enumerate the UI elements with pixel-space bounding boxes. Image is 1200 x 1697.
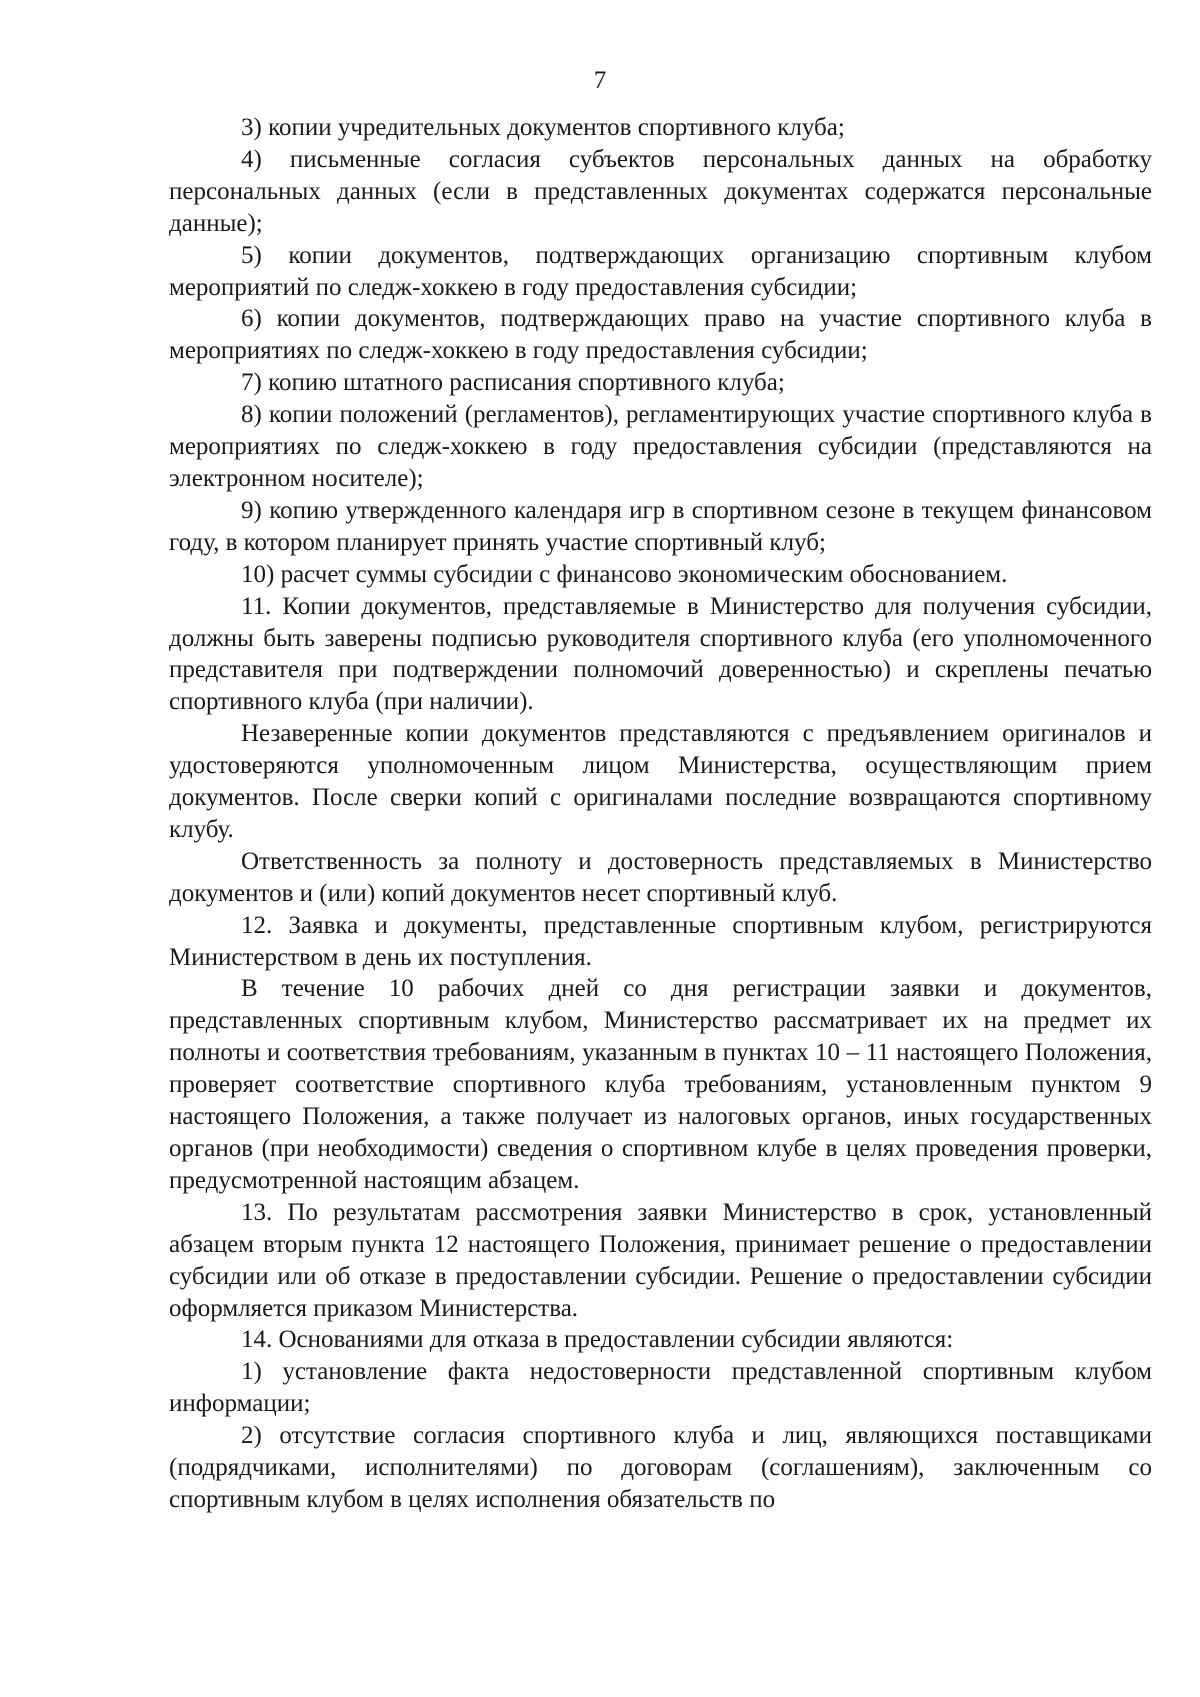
clause-12-registration: 12. Заявка и документы, представленные спортивным клубом, регистрируются Министерством в день их поступления.	[169, 911, 1152, 971]
document-body	[169, 112, 1152, 1516]
clause-11-copies: 11. Копии документов, представляемые в Министерство для получения субсидии, должны быть заверены подписью руководителя спортивного клуба (его уполномоченного представителя при подтверждении полномочий доверенностью) и скреплены печатью спортивного клуба (при наличии).	[169, 592, 1152, 716]
list-item-founding-documents: 3) копии учредительных документов спортивного клуба;	[241, 114, 845, 141]
list-item-subsidy-calculation: 10) расчет суммы субсидии с финансово экономическим обоснованием.	[241, 560, 1008, 588]
clause-12-review: В течение 10 рабочих дней со дня регистрации заявки и документов, представленных спортивным клубом, Министерство рассматривает их на предмет их полноты и соответствия требованиям, указанным в пунктах 10 – 11 настоящего Положения, проверяет соответствие спортивного клуба требованиям, установленным пунктом 9 настоящего Положения, а также получает из налоговых органов, иных государственных органов (при необходимости) сведения о спортивном клубе в целях проведения проверки, предусмотренной настоящим абзацем.	[169, 975, 1152, 1194]
clause-14-refusal-grounds: 14. Основаниями для отказа в предоставлении субсидии являются:	[241, 1326, 954, 1354]
list-item-organization-documents: 5) копии документов, подтверждающих организацию спортивным клубом мероприятий по следж-хоккею в году предоставления субсидии;	[169, 241, 1152, 301]
refusal-ground-2: 2) отсутствие согласия спортивного клуба и лиц, являющихся поставщиками (подрядчиками, исполнителями) по договорам (соглашениям), заключенным со спортивным клубом в целях исполнения обязательств по	[169, 1422, 1152, 1513]
refusal-ground-1: 1) установление факта недостоверности представленной спортивным клубом информации;	[169, 1358, 1152, 1418]
clause-13-decision: 13. По результатам рассмотрения заявки Министерство в срок, установленный абзацем вторым пункта 12 настоящего Положения, принимает решение о предоставлении субсидии или об отказе в предоставлении субсидии. Решение о предоставлении субсидии оформляется приказом Министерства.	[169, 1198, 1152, 1322]
list-item-personal-data-consent: 4) письменные согласия субъектов персональных данных на обработку персональных данных (если в представленных документах содержатся персональные данные);	[169, 145, 1152, 237]
list-item-regulations: 8) копии положений (регламентов), регламентирующих участие спортивного клуба в мероприятиях по следж-хоккею в году предоставления субсидии (представляются на электронном носителе);	[169, 401, 1152, 492]
list-item-game-calendar: 9) копию утвержденного календаря игр в спортивном сезоне в текущем финансовом году, в котором планирует принять участие спортивный клуб;	[169, 496, 1152, 556]
list-item-staff-schedule: 7) копию штатного расписания спортивного клуба;	[241, 369, 785, 397]
clause-11-responsibility: Ответственность за полноту и достоверность представляемых в Министерство документов и (или) копий документов несет спортивный клуб.	[169, 847, 1152, 907]
page-number: 7	[593, 67, 607, 94]
clause-11-uncertified-copies: Незаверенные копии документов представляются с предъявлением оригиналов и удостоверяются уполномоченным лицом Министерства, осуществляющим прием документов. После сверки копий с оригиналами последние возвращаются спортивному клубу.	[169, 720, 1152, 843]
list-item-participation-documents: 6) копии документов, подтверждающих право на участие спортивного клуба в мероприятиях по следж-хоккею в году предоставления субсидии;	[169, 305, 1152, 365]
